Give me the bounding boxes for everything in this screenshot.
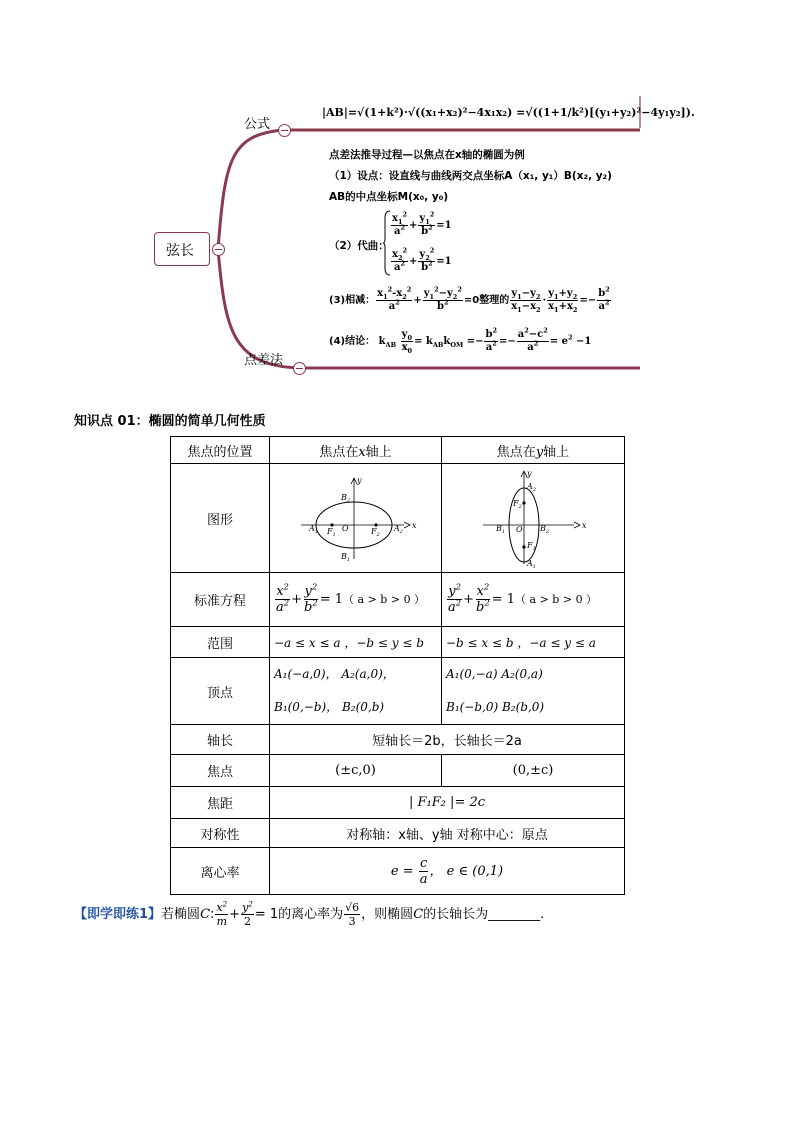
step2-eq2: $\frac{x_2^2}{a^2}$ + $\frac{y_2^2}{b^2}$ =1 <box>392 246 452 273</box>
method-title: 点差法推导过程—以焦点在x轴的椭圆为例 <box>329 149 525 161</box>
table-row <box>171 848 625 895</box>
ellipse-y-diagram <box>478 468 588 568</box>
equation-x: $\frac{x^2}{a^2}$ + $\frac{y^2}{b^2}$ = 1（ a > b > 0 ） <box>270 573 442 627</box>
svg-text:F2: $F_2$ <box>513 499 522 510</box>
answer-blank[interactable]: ________. <box>488 907 545 922</box>
step3-label: (3)相减： <box>329 295 376 306</box>
svg-text:A2: $A_2$ <box>393 524 403 535</box>
svg-text:O: O <box>516 525 523 534</box>
ellipse-properties-table <box>170 436 625 895</box>
section-title: 知识点 01：椭圆的简单几何性质 <box>74 414 266 429</box>
row-label-equation: 标准方程 <box>171 573 270 627</box>
branch-method-label: 点差法 <box>244 353 284 368</box>
svg-text:F1: $F_1$ <box>326 527 336 538</box>
ellipse-x-diagram <box>296 473 416 563</box>
svg-text:x: x <box>411 521 417 530</box>
svg-text:A1: $A_1$ <box>527 559 536 570</box>
step4-label: (4)结论： <box>329 336 376 347</box>
row-label-focus: 焦点 <box>171 755 270 787</box>
method-step1b: AB的中点坐标M(x₀, y₀) <box>329 191 449 203</box>
branch-formula-label: 公式 <box>244 117 271 132</box>
svg-text:A2: $A_2$ <box>527 482 536 493</box>
range-x: −a ≤ x ≤ a ，−b ≤ y ≤ b <box>270 627 442 658</box>
method-step3: (3)相减： $\frac{x_1^2-x_2^2}{a^2}$ + $\frac{y_1^2-y_2^2}{b^2}$ =0整理的 $\frac{y_1-y_2}{x_1-x_2}$ · $\frac{y_1+y_2}{x_1+x_2}$ =− $\frac{b^2}{a^2}$ <box>329 285 610 314</box>
table-row <box>171 787 625 819</box>
focal-distance-value: | F₁F₂ |= 2c <box>270 787 625 819</box>
method-step2-label: （2）代曲： <box>329 240 389 252</box>
vertex-x: A₁(−a,0)， A₂(a,0)， B₁(0,−b)， B₂(0,b) <box>270 658 442 725</box>
row-label-focal-distance: 焦距 <box>171 787 270 819</box>
table-row <box>171 658 625 725</box>
table-row <box>171 819 625 848</box>
root-collapse-icon[interactable] <box>212 243 225 256</box>
focus-x: (±c,0) <box>270 755 442 787</box>
svg-text:B1: $B_1$ <box>340 552 350 563</box>
exercise: 【即学即练1】若椭圆C: $\frac{x^2}{m}$ + $\frac{y^2}{2}$ = 1的离心率为 $\frac{√6}{3}$ ，则椭圆C的长轴长为________. <box>74 899 545 928</box>
ellipse-x-figure <box>270 464 442 573</box>
method-step1: （1）设点：设直线与曲线两交点坐标A（x₁, y₁）B(x₂, y₂) <box>329 170 612 182</box>
table-row <box>171 725 625 755</box>
svg-text:B1: $B_1$ <box>496 524 506 535</box>
eccentricity-value: e = $\frac{c}{a}$ ， e ∈ (0,1) <box>270 848 625 895</box>
chord-formula: |AB|=√(1+k²)·√((x₁+x₂)²−4x₁x₂) =√((1+1/k²)[(y₁+y₂)²−4y₁y₂]). <box>322 106 695 119</box>
table-row <box>171 464 625 573</box>
exercise-tag: 【即学即练1】 <box>74 907 162 922</box>
header-x-axis: 焦点在x轴上 <box>270 437 442 464</box>
table-row <box>171 573 625 627</box>
svg-text:B2: $B_2$ <box>540 524 550 535</box>
row-label-eccentricity: 离心率 <box>171 848 270 895</box>
step2-eq1: $\frac{x_1^2}{a^2}$ + $\frac{y_1^2}{b^2}$ =1 <box>392 210 452 237</box>
ellipse-y-figure <box>442 464 625 573</box>
svg-text:y: y <box>527 469 532 478</box>
svg-text:A1: $A_1$ <box>308 524 318 535</box>
header-y-axis: 焦点在y轴上 <box>442 437 625 464</box>
equation-y: $\frac{y^2}{a^2}$ + $\frac{x^2}{b^2}$ = 1（ a > b > 0 ） <box>442 573 625 627</box>
table-row <box>171 437 625 464</box>
svg-text:F1: $F_1$ <box>527 541 536 552</box>
table-row <box>171 755 625 787</box>
row-label-range: 范围 <box>171 627 270 658</box>
vertex-y: A₁(0,−a) A₂(0,a) B₁(−b,0) B₂(b,0) <box>442 658 625 725</box>
focus-y: (0,±c) <box>442 755 625 787</box>
svg-text:F2: $F_2$ <box>370 527 380 538</box>
svg-text:B2: $B_2$ <box>340 493 350 504</box>
formula-collapse-icon[interactable] <box>278 124 291 137</box>
row-label-vertex: 顶点 <box>171 658 270 725</box>
row-label-axis: 轴长 <box>171 725 270 755</box>
row-label-shape: 图形 <box>171 464 270 573</box>
svg-text:y: y <box>356 476 362 485</box>
mindmap-root-label: 弦长 <box>166 243 194 259</box>
range-y: −b ≤ x ≤ b ，−a ≤ y ≤ a <box>442 627 625 658</box>
row-label-symmetry: 对称性 <box>171 819 270 848</box>
svg-text:x: x <box>582 521 587 530</box>
method-step4: (4)结论： $k_{AB}$ $\frac{y_0}{x_0}$ = $k_{AB}k_{OM}$ =− $\frac{b^2}{a^2}$ =− $\frac{a^2-c^2}{a^2}$ = $e^2 -1$ <box>329 326 592 355</box>
axis-value: 短轴长＝2b，长轴长＝2a <box>270 725 625 755</box>
svg-text:O: O <box>341 524 349 533</box>
table-row <box>171 627 625 658</box>
method-collapse-icon[interactable] <box>293 362 306 375</box>
step3-mid: =0整理的 <box>463 295 510 306</box>
header-position: 焦点的位置 <box>171 437 270 464</box>
symmetry-value: 对称轴：x轴、y轴 对称中心：原点 <box>270 819 625 848</box>
